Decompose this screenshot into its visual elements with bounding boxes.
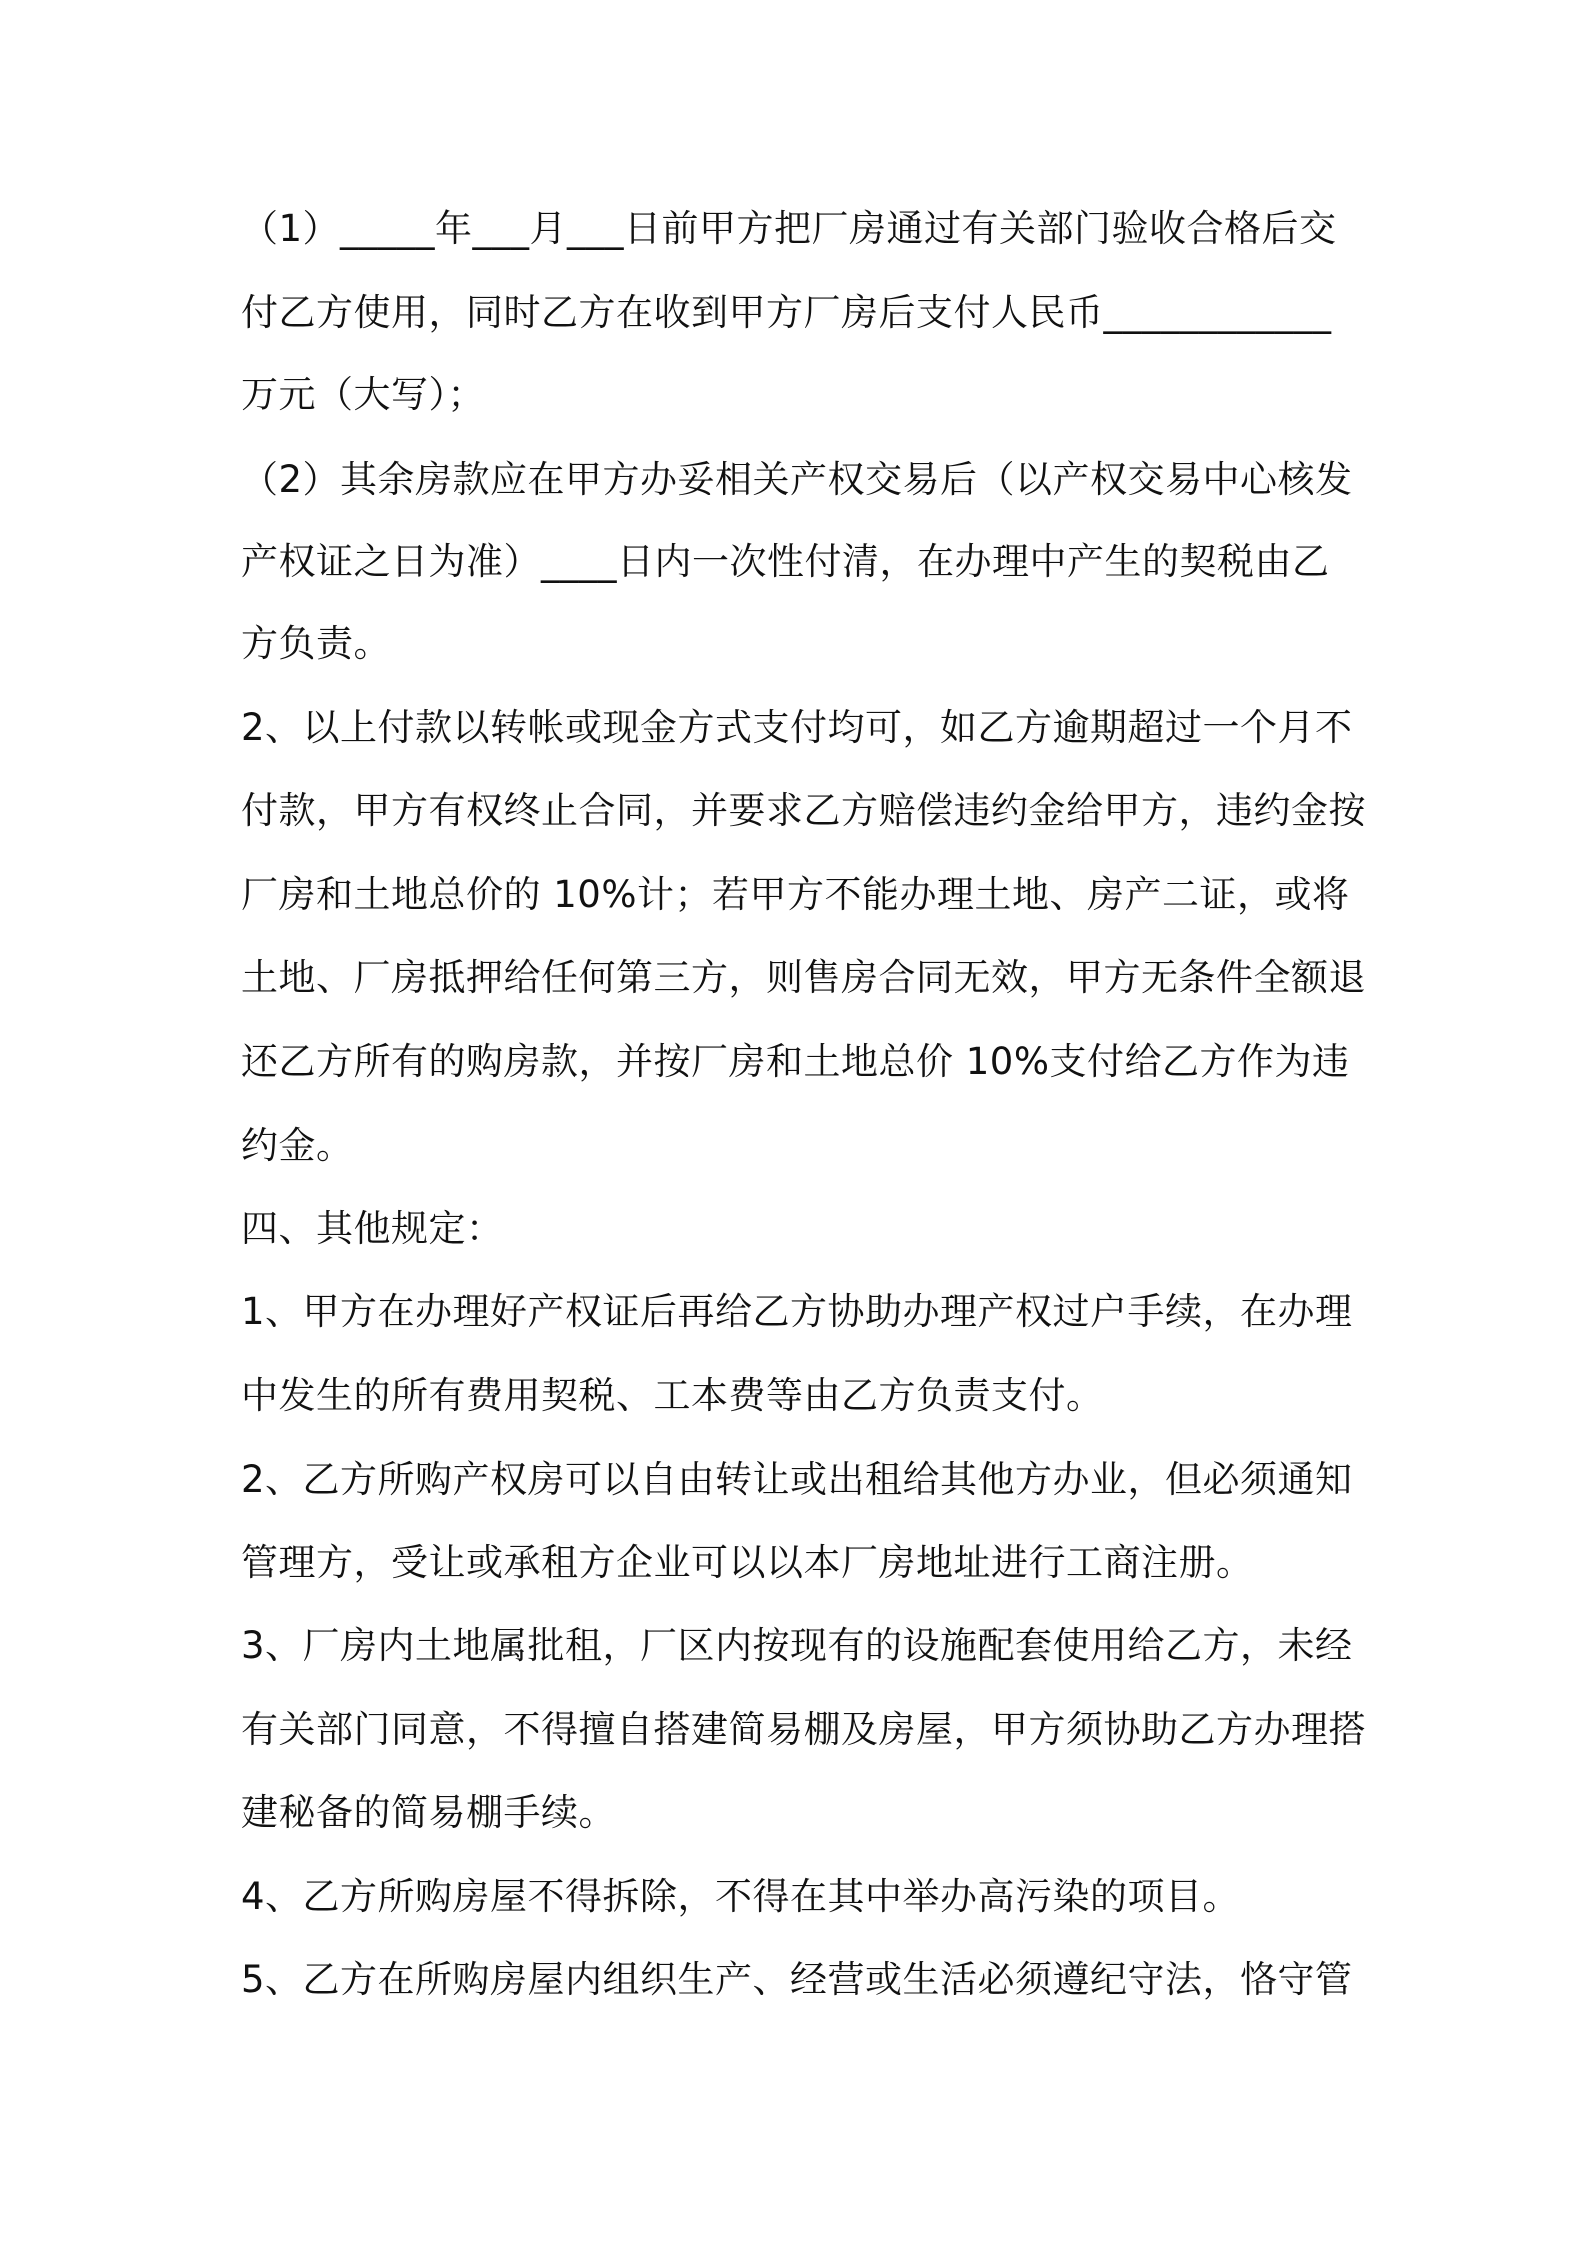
text-line-16: 2、乙方所购产权房可以自由转让或出租给其他方办业，但必须通知 xyxy=(241,1458,1353,1501)
text-line-5: 产权证之日为准）____日内一次性付清，在办理中产生的契税由乙 xyxy=(241,540,1330,583)
text-line-3: 万元（大写）； xyxy=(241,373,485,416)
text-line-14: 1、甲方在办理好产权证后再给乙方协助办理产权过户手续，在办理 xyxy=(241,1290,1353,1333)
text-line-12: 约金。 xyxy=(241,1124,354,1167)
text-line-4: （2）其余房款应在甲方办妥相关产权交易后（以产权交易中心核发 xyxy=(241,458,1353,501)
text-line-18: 3、厂房内土地属批租，厂区内按现有的设施配套使用给乙方，未经 xyxy=(241,1624,1353,1667)
text-line-20: 建秘备的简易棚手续。 xyxy=(241,1791,616,1834)
text-line-22: 5、乙方在所购房屋内组织生产、经营或生活必须遵纪守法，恪守管 xyxy=(241,1958,1353,2001)
text-line-19: 有关部门同意，不得擅自搭建简易棚及房屋，甲方须协助乙方办理搭 xyxy=(241,1708,1366,1751)
text-line-9: 厂房和土地总价的 10%计；若甲方不能办理土地、房产二证，或将 xyxy=(241,873,1350,916)
text-line-2: 付乙方使用，同时乙方在收到甲方厂房后支付人民币____________ xyxy=(241,291,1332,334)
text-line-7: 2、以上付款以转帐或现金方式支付均可，如乙方逾期超过一个月不 xyxy=(241,706,1353,749)
section-heading: 四、其他规定： xyxy=(241,1207,504,1250)
text-line-8: 付款，甲方有权终止合同，并要求乙方赔偿违约金给甲方，违约金按 xyxy=(241,789,1366,832)
text-line-1: （1）_____年___月___日前甲方把厂房通过有关部门验收合格后交 xyxy=(241,207,1337,250)
text-line-11: 还乙方所有的购房款，并按厂房和土地总价 10%支付给乙方作为违 xyxy=(241,1040,1350,1083)
text-line-10: 土地、厂房抵押给任何第三方，则售房合同无效，甲方无条件全额退 xyxy=(241,956,1366,999)
text-line-15: 中发生的所有费用契税、工本费等由乙方负责支付。 xyxy=(241,1374,1104,1417)
text-line-21: 4、乙方所购房屋不得拆除，不得在其中举办高污染的项目。 xyxy=(241,1875,1241,1918)
text-line-17: 管理方，受让或承租方企业可以以本厂房地址进行工商注册。 xyxy=(241,1541,1254,1584)
text-line-6: 方负责。 xyxy=(241,622,391,665)
